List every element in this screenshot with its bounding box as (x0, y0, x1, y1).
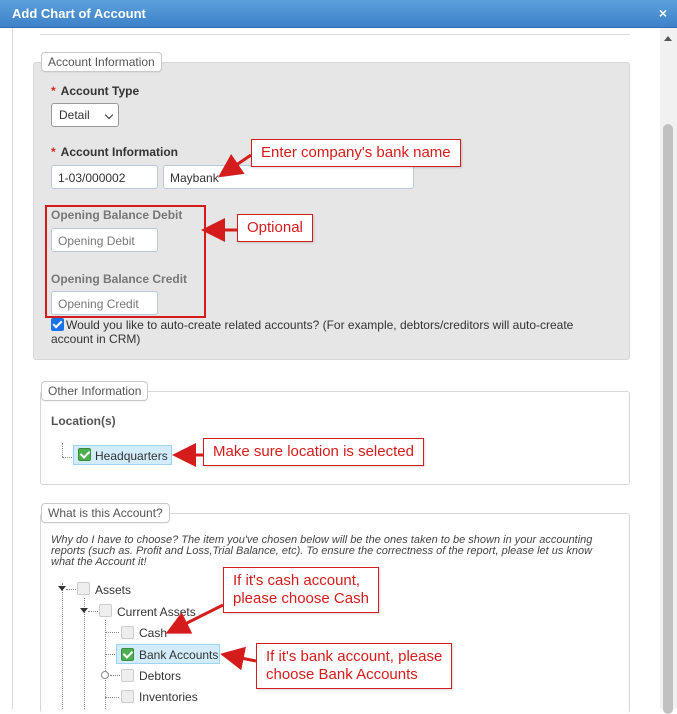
required-asterisk: * (51, 84, 56, 98)
opening-debit-label: Opening Balance Debit (51, 208, 183, 222)
callout-optional: Optional (237, 214, 313, 242)
auto-create-line2: account in CRM) (51, 332, 141, 346)
other-information-legend: Other Information (41, 381, 148, 401)
locations-label: Location(s) (51, 414, 116, 428)
why-choose-note: Why do I have to choose? The item you've chosen below will be the ones taken to be shown in your accounting reports (such as. Profit and Loss,Trial Balance, etc). To ensure the correctness of the report, please let us know what the Account it! (51, 534, 593, 568)
headquarters-label[interactable]: Headquarters (95, 449, 168, 463)
tree-item-debtors[interactable]: Debtors (139, 669, 182, 683)
callout-bank-line2: choose Bank Accounts (266, 666, 418, 683)
required-asterisk: * (51, 145, 56, 159)
account-information-label: * Account Information (51, 145, 178, 159)
account-type-value: Detail (59, 108, 90, 122)
account-name-input[interactable]: Maybank (163, 165, 414, 189)
callout-bank-name: Enter company's bank name (251, 139, 461, 167)
tree-item-cash[interactable]: Cash (139, 626, 168, 640)
opening-credit-input[interactable]: Opening Credit (51, 291, 158, 315)
opening-debit-input[interactable]: Opening Debit (51, 228, 158, 252)
callout-cash-line1: If it's cash account, (233, 572, 361, 589)
tree-item-assets[interactable]: Assets (95, 583, 132, 597)
account-type-label: * Account Type (51, 84, 140, 98)
what-is-this-account-legend: What is this Account? (41, 503, 170, 523)
tree-item-inventories[interactable]: Inventories (139, 690, 198, 704)
close-icon[interactable]: × (658, 5, 667, 21)
callout-bank-line1: If it's bank account, please (266, 648, 443, 665)
opening-credit-label: Opening Balance Credit (51, 272, 188, 286)
auto-create-line1: Would you like to auto-create related accounts? (For example, debtors/creditors will auto-create (66, 318, 574, 332)
account-code-input[interactable]: 1-03/000002 (51, 165, 158, 189)
arrow-bank-name (223, 155, 251, 174)
tree-item-bank-accounts[interactable]: Bank Accounts (139, 648, 219, 662)
callout-location: Make sure location is selected (203, 438, 424, 466)
tree-item-current-assets[interactable]: Current Assets (117, 605, 196, 619)
dialog-title: Add Chart of Account (12, 6, 146, 21)
account-information-legend: Account Information (41, 52, 162, 72)
arrow-bank-accounts (226, 655, 256, 661)
arrow-cash (171, 605, 223, 631)
callout-cash-line2: please choose Cash (233, 590, 369, 607)
